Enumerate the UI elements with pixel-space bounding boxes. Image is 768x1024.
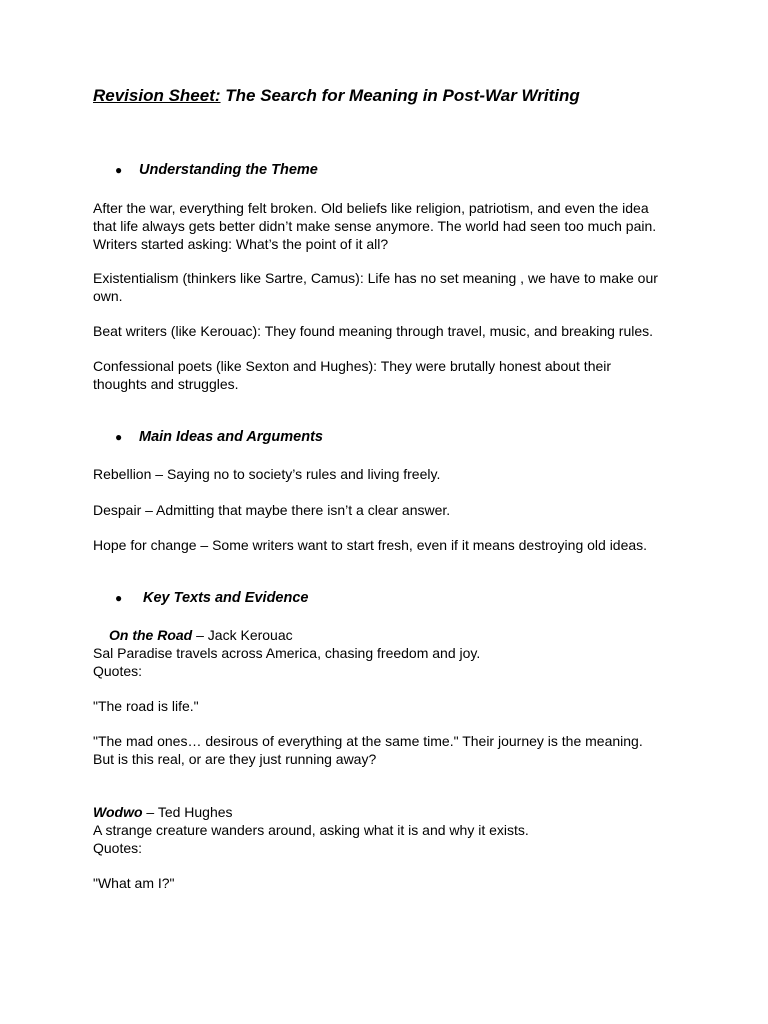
book-author: – Ted Hughes <box>142 804 233 820</box>
section-heading-texts <box>115 590 308 606</box>
text-line: own. <box>93 288 123 304</box>
quote-line: "What am I?" <box>93 875 175 891</box>
quote-line: "The road is life." <box>93 698 199 714</box>
text-line: Beat writers (like Kerouac): They found meaning through travel, music, and breaking rules. <box>93 323 654 339</box>
quotes-label: Quotes: <box>93 663 143 679</box>
text-line: that life always gets better didn’t make sense anymore. The world had seen too much pain. <box>93 218 657 234</box>
text-line: thoughts and struggles. <box>93 376 239 392</box>
quote-road-2 <box>93 732 673 768</box>
section-heading-theme <box>115 162 318 178</box>
idea-rebellion <box>93 465 673 483</box>
text-entry-title-line <box>93 626 673 644</box>
page-title <box>93 86 580 106</box>
quote-line: "The mad ones… desirous of everything at the same time." Their journey is the meaning. <box>93 733 643 749</box>
section-heading-texts-label: Key Texts and Evidence <box>143 590 309 606</box>
text-line: Hope for change – Some writers want to start fresh, even if it means destroying old ideas. <box>93 537 648 553</box>
quote-road-1 <box>93 697 673 715</box>
title-main: The Search for Meaning in Post-War Writing <box>220 86 580 105</box>
text-line: Existentialism (thinkers like Sartre, Camus): Life has no set meaning , we have to make our <box>93 270 658 286</box>
text-line: Despair – Admitting that maybe there isn’t a clear answer. <box>93 502 451 518</box>
bullet-icon: ● <box>115 430 123 444</box>
theme-paragraph-4 <box>93 357 673 393</box>
text-line: Writers started asking: What’s the point of it all? <box>93 236 389 252</box>
book-title: Wodwo <box>93 804 143 820</box>
theme-paragraph-2 <box>93 269 673 305</box>
idea-despair <box>93 501 673 519</box>
section-heading-ideas-label: Main Ideas and Arguments <box>139 429 323 445</box>
text-line: After the war, everything felt broken. Old beliefs like religion, patriotism, and even the idea <box>93 200 649 216</box>
book-summary: A strange creature wanders around, asking what it is and why it exists. <box>93 822 529 838</box>
text-line: Rebellion – Saying no to society’s rules and living freely. <box>93 466 441 482</box>
text-entry-on-the-road <box>93 626 673 680</box>
bullet-icon: ● <box>115 591 123 605</box>
book-summary: Sal Paradise travels across America, chasing freedom and joy. <box>93 645 481 661</box>
section-heading-ideas <box>115 429 323 445</box>
quotes-label: Quotes: <box>93 840 143 856</box>
quote-wodwo-1 <box>93 874 673 892</box>
text-entry-wodwo <box>93 803 673 857</box>
section-heading-theme-label: Understanding the Theme <box>139 162 318 178</box>
book-author: – Jack Kerouac <box>192 627 293 643</box>
text-line: Confessional poets (like Sexton and Hughes): They were brutally honest about their <box>93 358 612 374</box>
bullet-icon: ● <box>115 163 123 177</box>
text-entry-title-line <box>93 803 673 821</box>
theme-paragraph-3 <box>93 322 673 340</box>
idea-hope <box>93 536 673 554</box>
quote-line: But is this real, or are they just running away? <box>93 751 377 767</box>
theme-paragraph-1 <box>93 199 673 253</box>
book-title: On the Road <box>109 627 193 643</box>
title-prefix: Revision Sheet: <box>93 86 221 105</box>
